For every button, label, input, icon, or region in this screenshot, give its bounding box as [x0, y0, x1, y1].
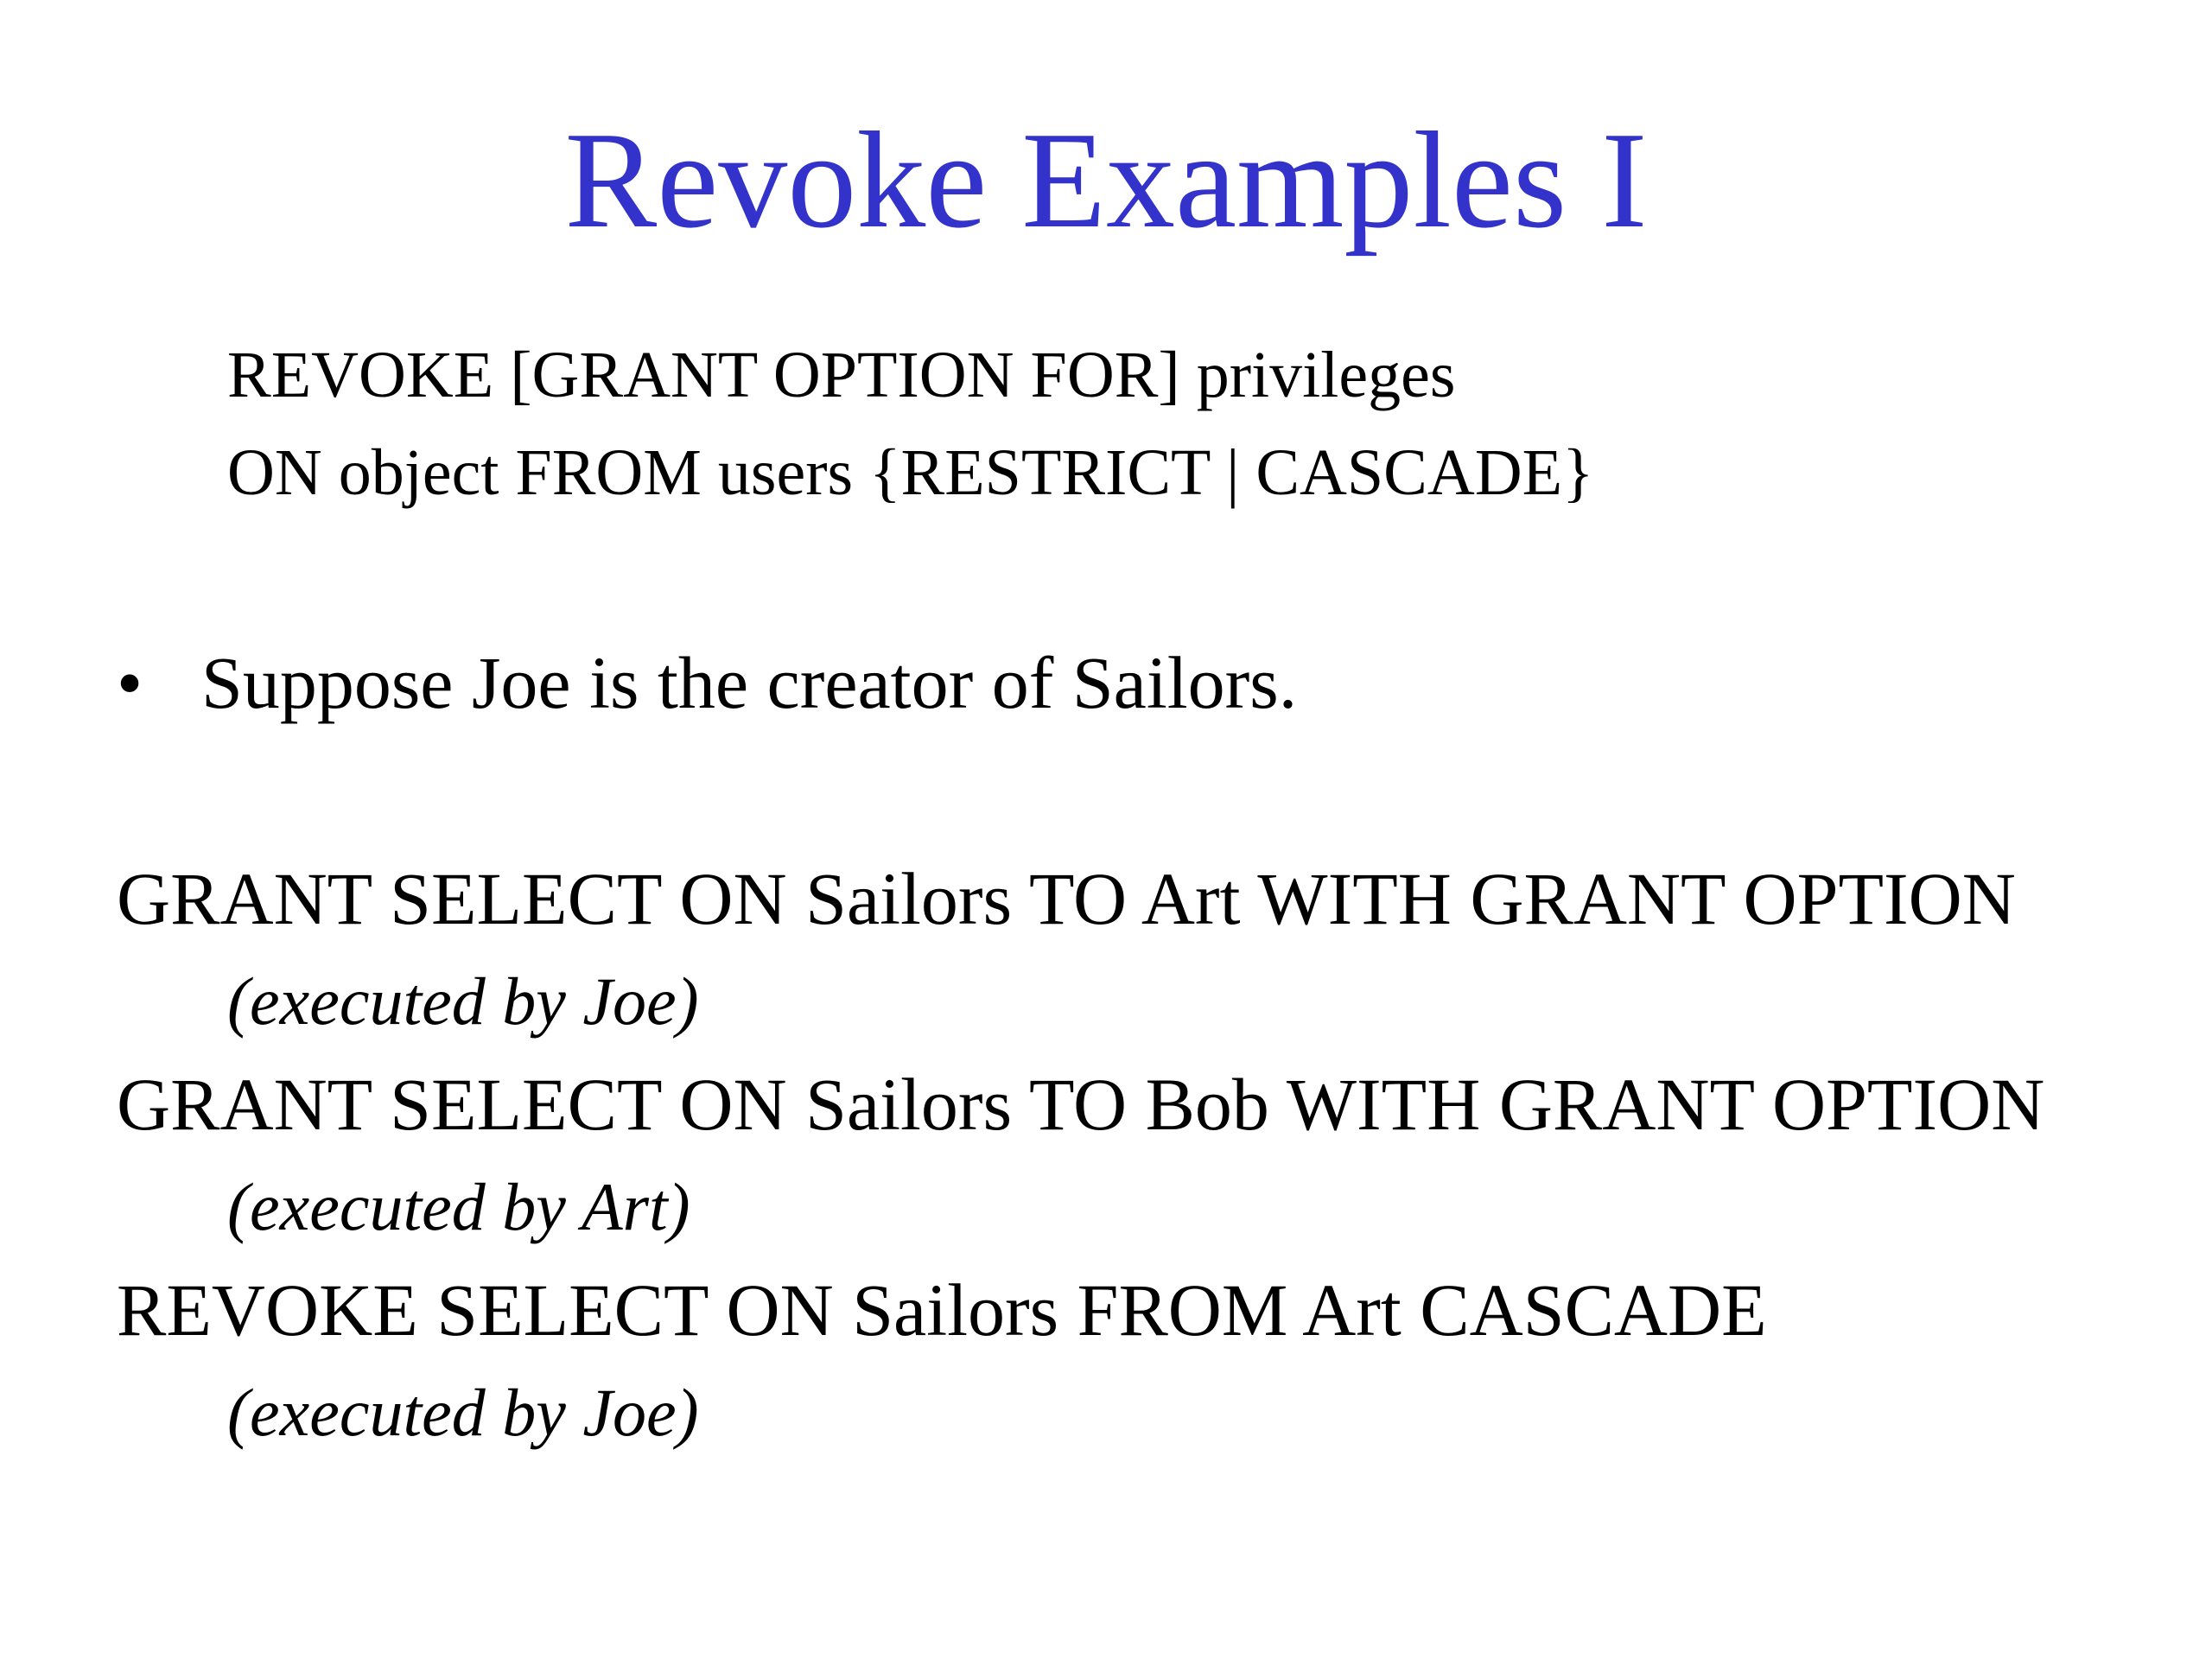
revoke-syntax-block — [227, 327, 1594, 522]
syntax-line-1: REVOKE [GRANT OPTION FOR] privileges — [227, 339, 1456, 411]
statement-1-note: (executed by Joe) — [227, 963, 699, 1039]
statement-2-sql: GRANT SELECT ON Sailors TO Bob WITH GRANT OPTION — [117, 1063, 2045, 1146]
statement-1-sql: GRANT SELECT ON Sailors TO Art WITH GRANT OPTION — [117, 857, 2016, 940]
bullet-marker: • — [117, 641, 143, 724]
bullet-text: Suppose Joe is the creator of Sailors. — [201, 641, 1298, 724]
statement-list — [117, 847, 2044, 1464]
statement-2-note: (executed by Art) — [227, 1169, 690, 1244]
bullet-item — [117, 635, 1298, 730]
syntax-line-2: ON object FROM users {RESTRICT | CASCADE} — [227, 436, 1594, 509]
statement-3-note: (executed by Joe) — [227, 1375, 699, 1450]
slide-title: Revoke Examples I — [564, 103, 1648, 257]
statement-3-sql: REVOKE SELECT ON Sailors FROM Art CASCADE — [117, 1268, 1767, 1351]
